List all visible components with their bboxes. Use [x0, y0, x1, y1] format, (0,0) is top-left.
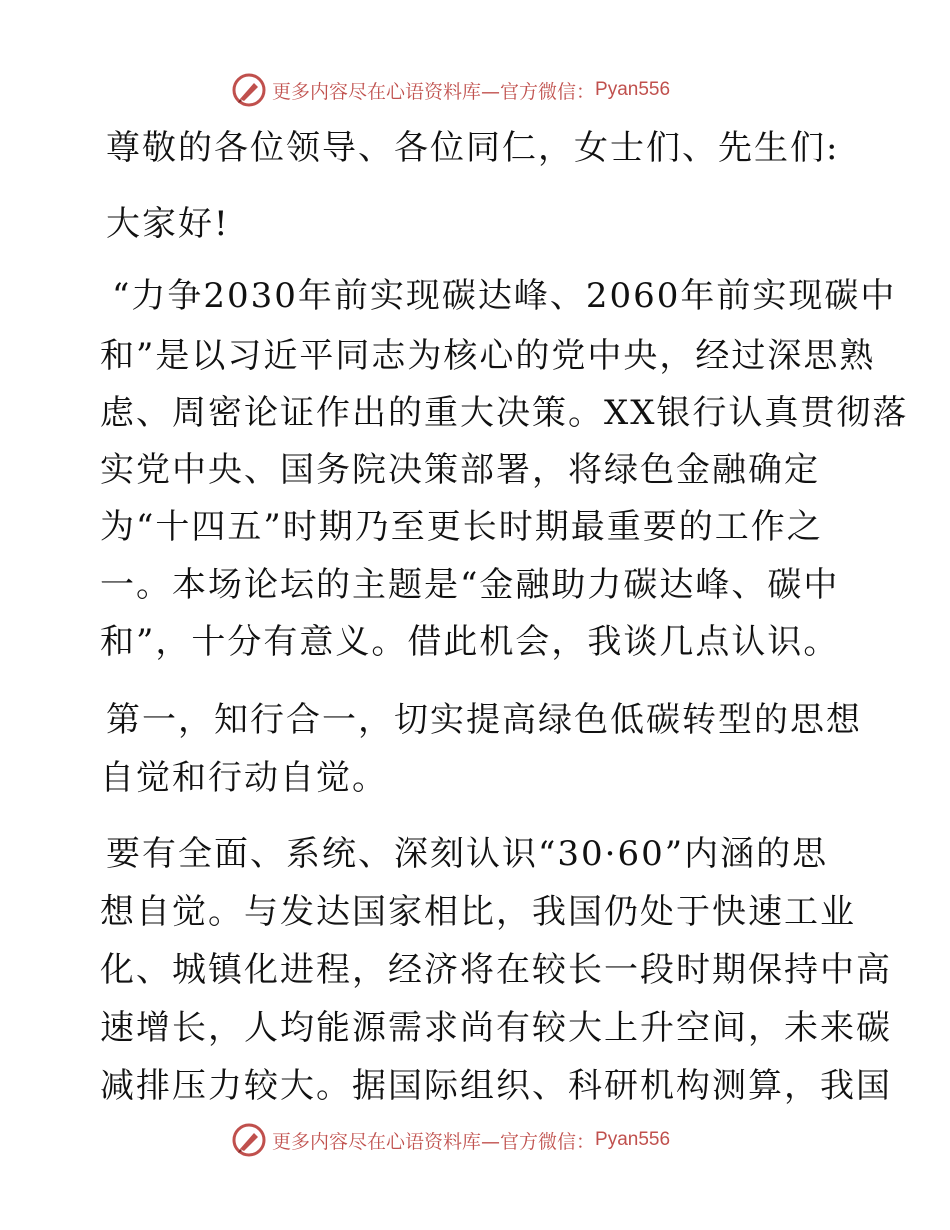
pen-logo-icon — [232, 1123, 266, 1157]
watermark-banner-top — [232, 72, 712, 108]
paragraph-2-line-5: 减排压力较大。据国际组织、科研机构测算，我国 — [100, 1066, 892, 1106]
watermark-text: 更多内容尽在心语资料库—官方微信： — [272, 80, 596, 103]
paragraph-1-line-7: 和”，十分有意义。借此机会，我谈几点认识。 — [100, 622, 840, 662]
paragraph-2-line-1: 要有全面、系统、深刻认识“30·60”内涵的思 — [106, 834, 829, 874]
paragraph-2-line-2: 想自觉。与发达国家相比，我国仍处于快速工业 — [100, 892, 856, 932]
watermark-wechat-id: Pyan556 — [595, 79, 671, 100]
section-heading-line-2: 自觉和行动自觉。 — [100, 758, 388, 798]
paragraph-1-line-3: 虑、周密论证作出的重大决策。XX银行认真贯彻落 — [100, 393, 909, 433]
paragraph-2-line-4: 速增长，人均能源需求尚有较大上升空间，未来碳 — [100, 1008, 892, 1048]
greeting-line: 大家好! — [106, 204, 230, 244]
paragraph-1-line-1: “力争2030年前实现碳达峰、2060年前实现碳中 — [112, 276, 897, 316]
watermark-text: 更多内容尽在心语资料库—官方微信： — [272, 1130, 596, 1153]
salutation-line: 尊敬的各位领导、各位同仁，女士们、先生们: — [106, 128, 840, 168]
paragraph-1-line-4: 实党中央、国务院决策部署，将绿色金融确定 — [100, 450, 820, 490]
watermark-wechat-id: Pyan556 — [595, 1129, 671, 1150]
section-heading-line-1: 第一，知行合一，切实提高绿色低碳转型的思想 — [106, 700, 862, 740]
paragraph-1-line-5: 为“十四五”时期乃至更长时期最重要的工作之 — [100, 507, 823, 547]
pen-logo-icon — [232, 73, 266, 107]
watermark-banner-bottom — [232, 1122, 712, 1158]
paragraph-1-line-2: 和”是以习近平同志为核心的党中央，经过深思熟 — [100, 336, 876, 376]
paragraph-1-line-6: 一。本场论坛的主题是“金融助力碳达峰、碳中 — [100, 565, 840, 605]
paragraph-2-line-3: 化、城镇化进程，经济将在较长一段时期保持中高 — [100, 950, 892, 990]
